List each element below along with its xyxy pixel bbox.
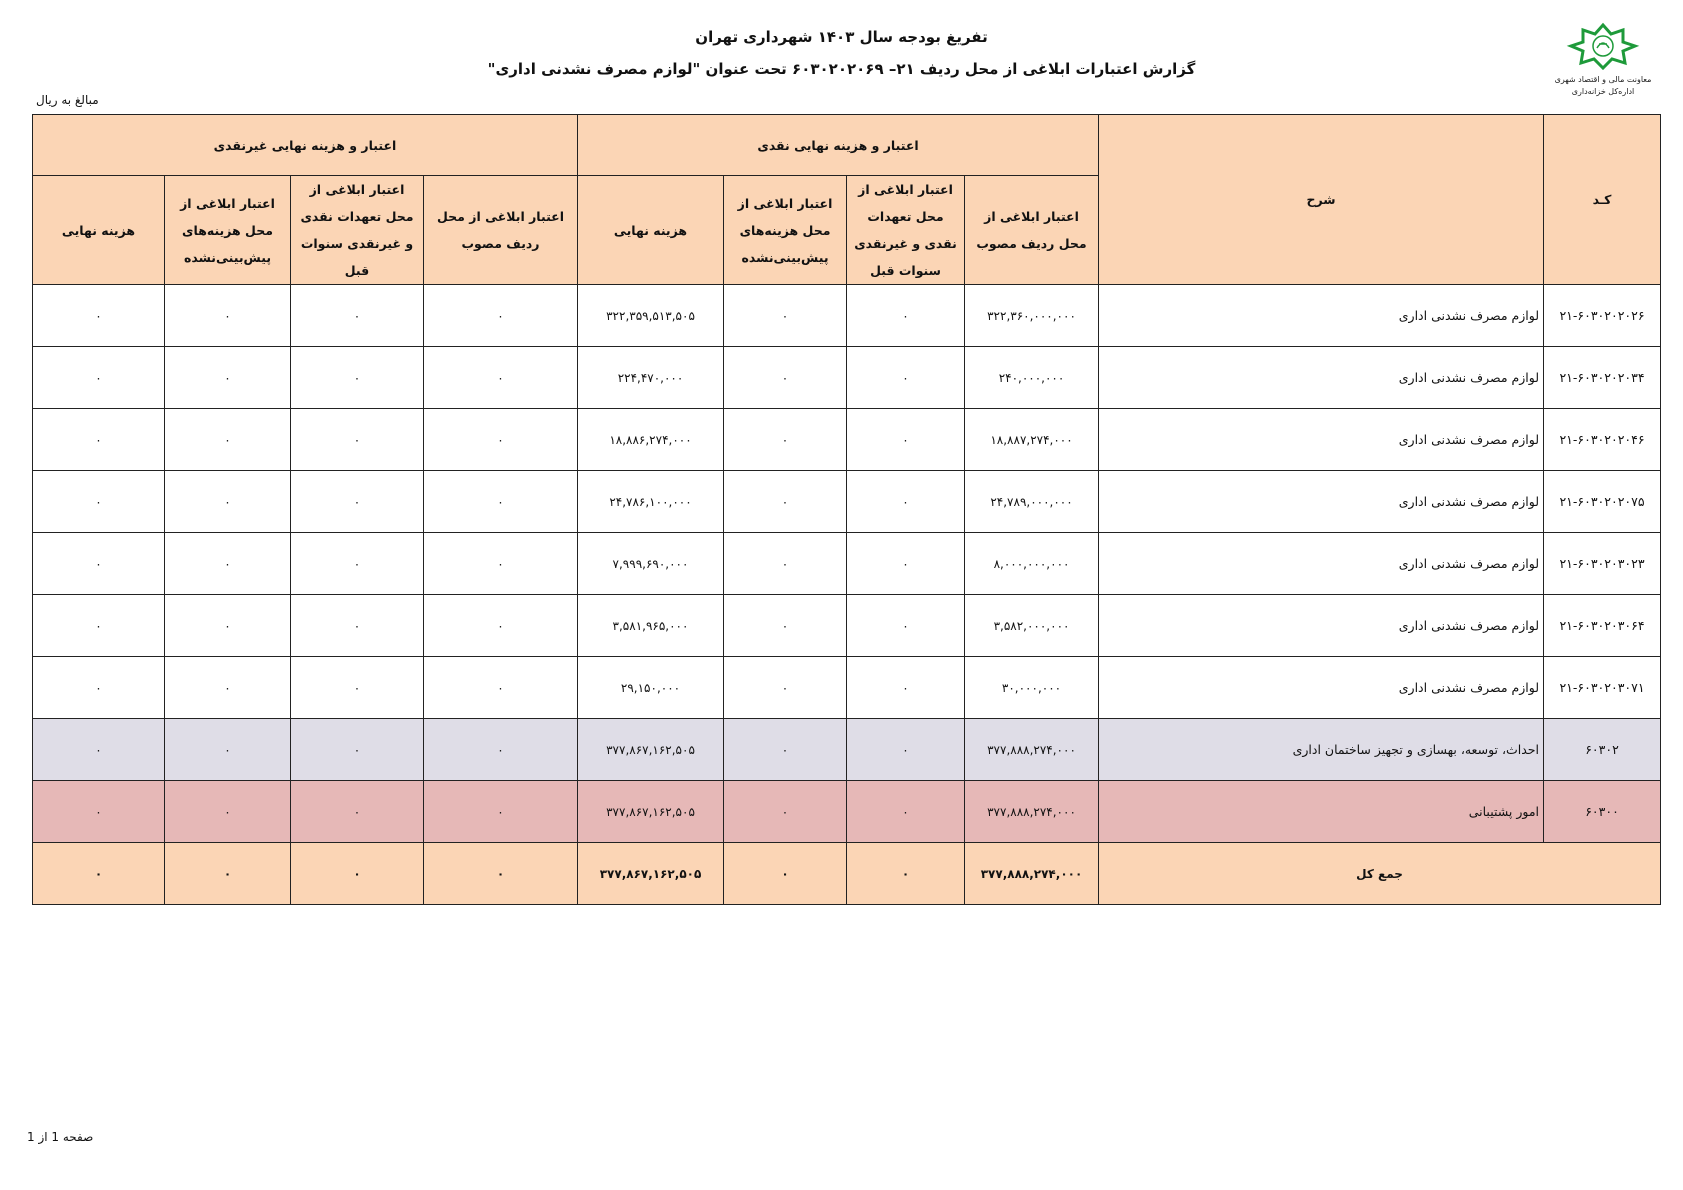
cell-cash-approved: ۸,۰۰۰,۰۰۰,۰۰۰: [965, 533, 1099, 595]
cell-cash-prior: ۰: [847, 409, 965, 471]
cell-noncash-unforeseen: ۰: [165, 533, 291, 595]
total-noncash-final: ۰: [33, 843, 165, 905]
cell-noncash-approved: ۰: [424, 285, 578, 347]
cell-noncash-final: ۰: [33, 347, 165, 409]
cell-cash-prior: ۰: [847, 719, 965, 781]
cell-code: ۲۱-۶۰۳۰۲۰۲۰۲۶: [1544, 285, 1661, 347]
cell-noncash-unforeseen: ۰: [165, 657, 291, 719]
col-group-noncash: اعتبار و هزینه نهایی غیرنقدی: [33, 115, 578, 176]
total-cash-prior: ۰: [847, 843, 965, 905]
cell-noncash-prior: ۰: [291, 595, 424, 657]
cell-code: ۲۱-۶۰۳۰۲۰۳۰۶۴: [1544, 595, 1661, 657]
cell-noncash-approved: ۰: [424, 471, 578, 533]
col-header-noncash-unforeseen: اعتبار ابلاغی از محل هزینه‌های پیش‌بینی‌نشده: [165, 176, 291, 285]
col-header-code: کـد: [1544, 115, 1661, 285]
cell-noncash-prior: ۰: [291, 471, 424, 533]
col-header-cash-prior: اعتبار ابلاغی از محل تعهدات نقدی و غیرنقدی سنوات قبل: [847, 176, 965, 285]
cell-cash-final: ۲۹,۱۵۰,۰۰۰: [578, 657, 724, 719]
cell-noncash-prior: ۰: [291, 347, 424, 409]
cell-cash-unforeseen: ۰: [724, 285, 847, 347]
col-header-desc: شرح: [1099, 115, 1544, 285]
cell-noncash-prior: ۰: [291, 719, 424, 781]
cell-cash-final: ۲۲۴,۴۷۰,۰۰۰: [578, 347, 724, 409]
cell-cash-unforeseen: ۰: [724, 657, 847, 719]
cell-desc: لوازم مصرف نشدنی اداری: [1099, 657, 1544, 719]
cell-cash-final: ۳۲۲,۳۵۹,۵۱۳,۵۰۵: [578, 285, 724, 347]
cell-cash-prior: ۰: [847, 533, 965, 595]
total-noncash-prior: ۰: [291, 843, 424, 905]
logo-text-office: اداره‌کل خزانه‌داری: [1571, 87, 1635, 96]
logo-emblem-icon: [1563, 22, 1643, 70]
table-row: [33, 409, 1661, 471]
cell-code: ۲۱-۶۰۳۰۲۰۲۰۴۶: [1544, 409, 1661, 471]
cell-noncash-unforeseen: ۰: [165, 471, 291, 533]
total-cash-final: ۳۷۷,۸۶۷,۱۶۲,۵۰۵: [578, 843, 724, 905]
col-header-cash-final: هزینه نهایی: [578, 176, 724, 285]
table-row: [33, 347, 1661, 409]
table-row: [33, 595, 1661, 657]
cell-noncash-unforeseen: ۰: [165, 719, 291, 781]
cell-noncash-approved: ۰: [424, 347, 578, 409]
cell-cash-unforeseen: ۰: [724, 533, 847, 595]
cell-noncash-unforeseen: ۰: [165, 347, 291, 409]
total-cash-approved: ۳۷۷,۸۸۸,۲۷۴,۰۰۰: [965, 843, 1099, 905]
cell-cash-approved: ۱۸,۸۸۷,۲۷۴,۰۰۰: [965, 409, 1099, 471]
cell-noncash-approved: ۰: [424, 533, 578, 595]
cell-cash-final: ۳,۵۸۱,۹۶۵,۰۰۰: [578, 595, 724, 657]
table-row: [33, 533, 1661, 595]
cell-code: ۲۱-۶۰۳۰۲۰۲۰۳۴: [1544, 347, 1661, 409]
cell-noncash-final: ۰: [33, 533, 165, 595]
cell-desc: لوازم مصرف نشدنی اداری: [1099, 471, 1544, 533]
cell-cash-prior: ۰: [847, 347, 965, 409]
report-title: تفریغ بودجه سال ۱۴۰۳ شهرداری تهران: [695, 28, 988, 46]
cell-cash-prior: ۰: [847, 285, 965, 347]
cell-cash-final: ۱۸,۸۸۶,۲۷۴,۰۰۰: [578, 409, 724, 471]
table-row: [33, 657, 1661, 719]
cell-cash-approved: ۲۴۰,۰۰۰,۰۰۰: [965, 347, 1099, 409]
cell-noncash-unforeseen: ۰: [165, 595, 291, 657]
cell-cash-approved: ۲۴,۷۸۹,۰۰۰,۰۰۰: [965, 471, 1099, 533]
cell-cash-approved: ۳۲۲,۳۶۰,۰۰۰,۰۰۰: [965, 285, 1099, 347]
cell-desc: امور پشتیبانی: [1099, 781, 1544, 843]
cell-desc: لوازم مصرف نشدنی اداری: [1099, 285, 1544, 347]
cell-cash-prior: ۰: [847, 595, 965, 657]
cell-noncash-unforeseen: ۰: [165, 285, 291, 347]
cell-cash-unforeseen: ۰: [724, 719, 847, 781]
group-total-row: [33, 781, 1661, 843]
col-header-noncash-final: هزینه نهایی: [33, 176, 165, 285]
currency-unit-note: مبالغ به ریال: [36, 93, 99, 107]
col-header-noncash-approved: اعتبار ابلاغی از محل ردیف مصوب: [424, 176, 578, 285]
cell-noncash-approved: ۰: [424, 719, 578, 781]
cell-noncash-prior: ۰: [291, 285, 424, 347]
cell-cash-unforeseen: ۰: [724, 781, 847, 843]
table-row: [33, 471, 1661, 533]
budget-table: [32, 114, 1661, 905]
cell-noncash-prior: ۰: [291, 657, 424, 719]
cell-noncash-final: ۰: [33, 657, 165, 719]
cell-desc: لوازم مصرف نشدنی اداری: [1099, 533, 1544, 595]
cell-noncash-final: ۰: [33, 285, 165, 347]
col-header-cash-approved: اعتبار ابلاغی از محل ردیف مصوب: [965, 176, 1099, 285]
table-row: [33, 285, 1661, 347]
cell-noncash-final: ۰: [33, 471, 165, 533]
cell-cash-approved: ۳۷۷,۸۸۸,۲۷۴,۰۰۰: [965, 719, 1099, 781]
cell-cash-final: ۷,۹۹۹,۶۹۰,۰۰۰: [578, 533, 724, 595]
cell-cash-prior: ۰: [847, 657, 965, 719]
cell-cash-unforeseen: ۰: [724, 595, 847, 657]
cell-cash-prior: ۰: [847, 781, 965, 843]
col-group-cash: اعتبار و هزینه نهایی نقدی: [578, 115, 1099, 176]
cell-cash-approved: ۳۷۷,۸۸۸,۲۷۴,۰۰۰: [965, 781, 1099, 843]
page-number: صفحه 1 از 1: [27, 1130, 94, 1144]
report-subtitle: گزارش اعتبارات ابلاغی از محل ردیف ۲۱– ۶۰۳۰۲۰۲۰۶۹ تحت عنوان "لوازم مصرف نشدنی اداری": [487, 60, 1196, 78]
subtotal-row: [33, 719, 1661, 781]
cell-desc: احداث، توسعه، بهسازی و تجهیز ساختمان اداری: [1099, 719, 1544, 781]
cell-noncash-approved: ۰: [424, 409, 578, 471]
cell-noncash-final: ۰: [33, 409, 165, 471]
cell-cash-approved: ۳,۵۸۲,۰۰۰,۰۰۰: [965, 595, 1099, 657]
cell-cash-final: ۳۷۷,۸۶۷,۱۶۲,۵۰۵: [578, 781, 724, 843]
total-cash-unforeseen: ۰: [724, 843, 847, 905]
cell-cash-unforeseen: ۰: [724, 471, 847, 533]
logo-text-deputy: معاونت مالی و اقتصاد شهری: [1554, 75, 1652, 84]
cell-code: ۲۱-۶۰۳۰۲۰۳۰۲۳: [1544, 533, 1661, 595]
cell-cash-final: ۳۷۷,۸۶۷,۱۶۲,۵۰۵: [578, 719, 724, 781]
cell-code: ۲۱-۶۰۳۰۲۰۲۰۷۵: [1544, 471, 1661, 533]
cell-cash-unforeseen: ۰: [724, 409, 847, 471]
cell-noncash-prior: ۰: [291, 533, 424, 595]
cell-noncash-unforeseen: ۰: [165, 409, 291, 471]
cell-noncash-approved: ۰: [424, 595, 578, 657]
cell-noncash-final: ۰: [33, 595, 165, 657]
cell-noncash-final: ۰: [33, 719, 165, 781]
cell-desc: لوازم مصرف نشدنی اداری: [1099, 347, 1544, 409]
tehran-municipality-logo: [1548, 22, 1658, 98]
cell-noncash-approved: ۰: [424, 657, 578, 719]
cell-noncash-prior: ۰: [291, 781, 424, 843]
total-noncash-unforeseen: ۰: [165, 843, 291, 905]
cell-code: ۲۱-۶۰۳۰۲۰۳۰۷۱: [1544, 657, 1661, 719]
cell-noncash-unforeseen: ۰: [165, 781, 291, 843]
cell-noncash-final: ۰: [33, 781, 165, 843]
col-header-noncash-prior: اعتبار ابلاغی از محل تعهدات نقدی و غیرنقدی سنوات قبل: [291, 176, 424, 285]
grand-total-row: [33, 843, 1661, 905]
cell-noncash-prior: ۰: [291, 409, 424, 471]
cell-cash-unforeseen: ۰: [724, 347, 847, 409]
col-header-cash-unforeseen: اعتبار ابلاغی از محل هزینه‌های پیش‌بینی‌نشده: [724, 176, 847, 285]
cell-noncash-approved: ۰: [424, 781, 578, 843]
cell-cash-prior: ۰: [847, 471, 965, 533]
grand-total-label: جمع کل: [1099, 843, 1661, 905]
cell-desc: لوازم مصرف نشدنی اداری: [1099, 595, 1544, 657]
cell-cash-final: ۲۴,۷۸۶,۱۰۰,۰۰۰: [578, 471, 724, 533]
total-noncash-approved: ۰: [424, 843, 578, 905]
cell-code: ۶۰۳۰۲: [1544, 719, 1661, 781]
cell-code: ۶۰۳۰۰: [1544, 781, 1661, 843]
cell-desc: لوازم مصرف نشدنی اداری: [1099, 409, 1544, 471]
cell-cash-approved: ۳۰,۰۰۰,۰۰۰: [965, 657, 1099, 719]
